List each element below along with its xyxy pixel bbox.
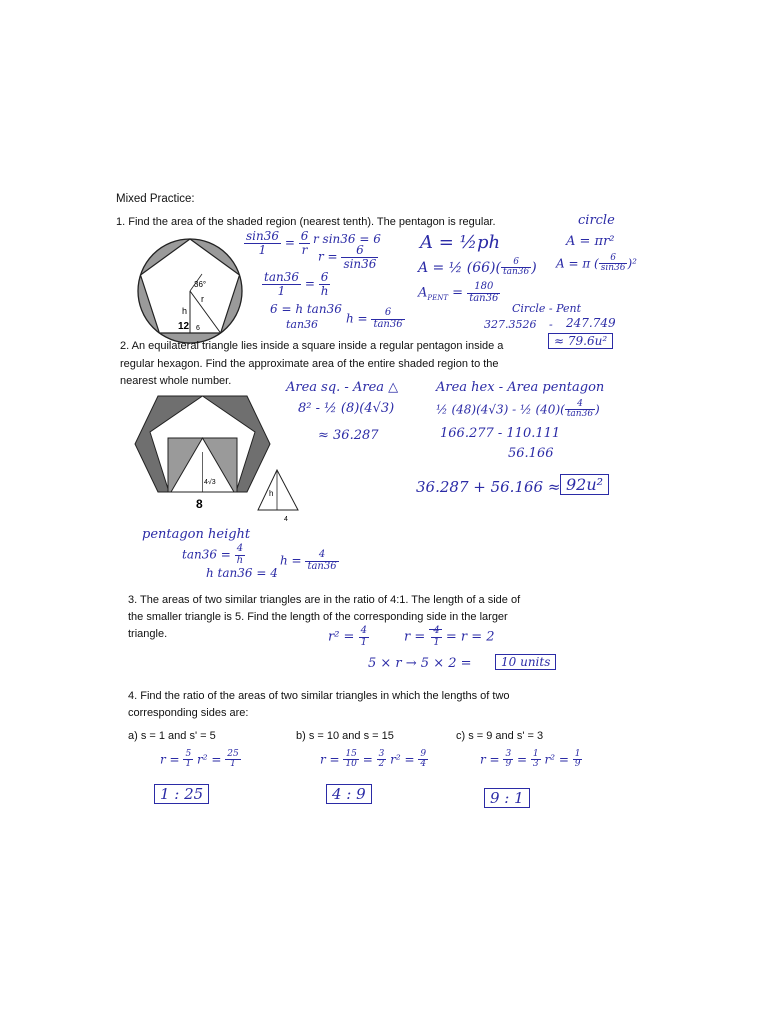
- p1-area-pentagon-sub: A = ½ (66)( $\frac{6}{\tan 36}$ ): [418, 257, 537, 278]
- p1-area-circle-sub: A = π ( $\frac{6}{\sin 36}$ )²: [556, 253, 637, 274]
- p4c-answer: 9 : 1: [484, 788, 530, 808]
- p4b-ratio: r = $\frac{15}{10}$ = $\frac{3}{2}$ r² = $\frac{9}{4}$: [320, 749, 427, 770]
- p3-r-squared: r² = $\frac{4}{1}$: [328, 625, 367, 648]
- p2-sum: 36.287 + 56.166 ≈: [416, 478, 561, 496]
- p3-answer: 10 units: [495, 654, 556, 670]
- p2-answer: 92u²: [560, 474, 609, 495]
- p1-circle-value: 327.3526: [484, 318, 537, 331]
- problem-4-line-2: corresponding sides are:: [128, 707, 249, 719]
- label-small-base: 4: [284, 516, 288, 522]
- problem-1-text: 1. Find the area of the shaded region (nearest tenth). The pentagon is regular.: [116, 216, 496, 228]
- problem-2-line-3: nearest whole number.: [120, 375, 232, 387]
- p1-tan-ratio: $\frac{\tan 36}{1}$ = $\frac{6}{h}$: [264, 270, 329, 298]
- p2-hex-difference: 56.166: [508, 446, 554, 461]
- p4a-answer: 1 : 25: [154, 784, 209, 804]
- problem-4-part-a: a) s = 1 and s' = 5: [128, 730, 216, 742]
- p1-pent-value: 247.749: [566, 316, 616, 330]
- label-side: 8: [196, 497, 203, 511]
- label-height-root: 4√3: [204, 479, 216, 486]
- p2-area-sq-value: ≈ 36.287: [318, 428, 379, 443]
- p1-area-pent-value: $A_{PENT}$ = $\frac{180}{\tan 36}$: [418, 281, 499, 304]
- worksheet-heading: Mixed Practice:: [116, 193, 195, 205]
- p1-h-value: h = $\frac{6}{\tan 36}$: [346, 307, 403, 330]
- p2-hex-values: 166.277 - 110.111: [440, 426, 561, 441]
- label-half-base: 6: [196, 325, 200, 332]
- p2-h-tan: h tan36 = 4: [206, 566, 278, 580]
- p2-h-value: h = $\frac{4}{\tan 36}$: [280, 549, 337, 572]
- problem-4-part-c: c) s = 9 and s' = 3: [456, 730, 544, 742]
- pentagon-height-triangle: [258, 470, 298, 510]
- problem-3-line-1: 3. The areas of two similar triangles are in the ratio of 4:1. The length of a side of: [128, 594, 521, 606]
- label-angle: 36°: [194, 280, 207, 289]
- p2-pentagon-height-note: pentagon height: [142, 527, 251, 542]
- p4c-ratio: r = $\frac{3}{9}$ = $\frac{1}{3}$ r² = $\frac{1}{9}$: [480, 749, 581, 770]
- p3-calc: 5 × r → 5 × 2 =: [368, 656, 472, 671]
- label-height: h: [182, 306, 188, 316]
- problem-1-figure: [130, 236, 250, 346]
- problem-4-line-1: 4. Find the ratio of the areas of two similar triangles in which the lengths of two: [128, 690, 510, 702]
- p1-r-sin: r sin36 = 6: [313, 232, 381, 246]
- p2-area-hex-calc: ½ (48)(4√3) - ½ (40)( $\frac{4}{\tan 36}$ ): [436, 399, 600, 420]
- p1-sin-ratio: $\frac{\sin 36}{1}$ = $\frac{6}{r}$: [246, 229, 309, 257]
- p1-area-half-ph: A = ½ph: [420, 232, 501, 253]
- problem-4-part-b: b) s = 10 and s = 15: [296, 730, 394, 742]
- p1-circle-minus-pent: Circle - Pent: [512, 302, 582, 315]
- problem-2-line-2: regular hexagon. Find the approximate area of the entire shaded region to the: [120, 358, 499, 370]
- problem-3-line-3: triangle.: [128, 628, 168, 640]
- p1-h-tan-denominator: tan36: [286, 318, 319, 331]
- p1-r-value: r = $\frac{6}{\sin 36}$: [318, 243, 377, 271]
- p2-tan-equation: tan36 = $\frac{4}{h}$: [182, 543, 244, 566]
- problem-3-line-2: the smaller triangle is 5. Find the length of the corresponding side in the larger: [128, 611, 508, 623]
- p1-h-tan: 6 = h tan36: [270, 302, 342, 316]
- p1-area-circle: A = πr²: [566, 234, 615, 249]
- p2-area-hex: Area hex - Area pentagon: [436, 380, 605, 395]
- label-radius: r: [201, 294, 204, 304]
- problem-2-figure: [130, 392, 310, 522]
- p4b-answer: 4 : 9: [326, 784, 372, 804]
- p2-area-sq-calc: 8² - ½ (8)(4√3): [298, 401, 395, 416]
- p1-dash: -: [549, 318, 553, 331]
- problem-2-line-1: 2. An equilateral triangle lies inside a square inside a regular pentagon inside a: [120, 340, 504, 352]
- label-base: 12: [178, 321, 190, 332]
- p4a-ratio: r = $\frac{5}{1}$ r² = $\frac{25}{1}$: [160, 749, 239, 770]
- p1-circle-note: circle: [578, 213, 615, 228]
- label-h: h: [269, 489, 274, 498]
- p1-answer: ≈ 79.6u²: [548, 333, 613, 349]
- p3-r-value: r = $\frac{4}{1}$ = r = 2: [404, 625, 495, 648]
- p2-area-sq: Area sq. - Area △: [286, 380, 399, 395]
